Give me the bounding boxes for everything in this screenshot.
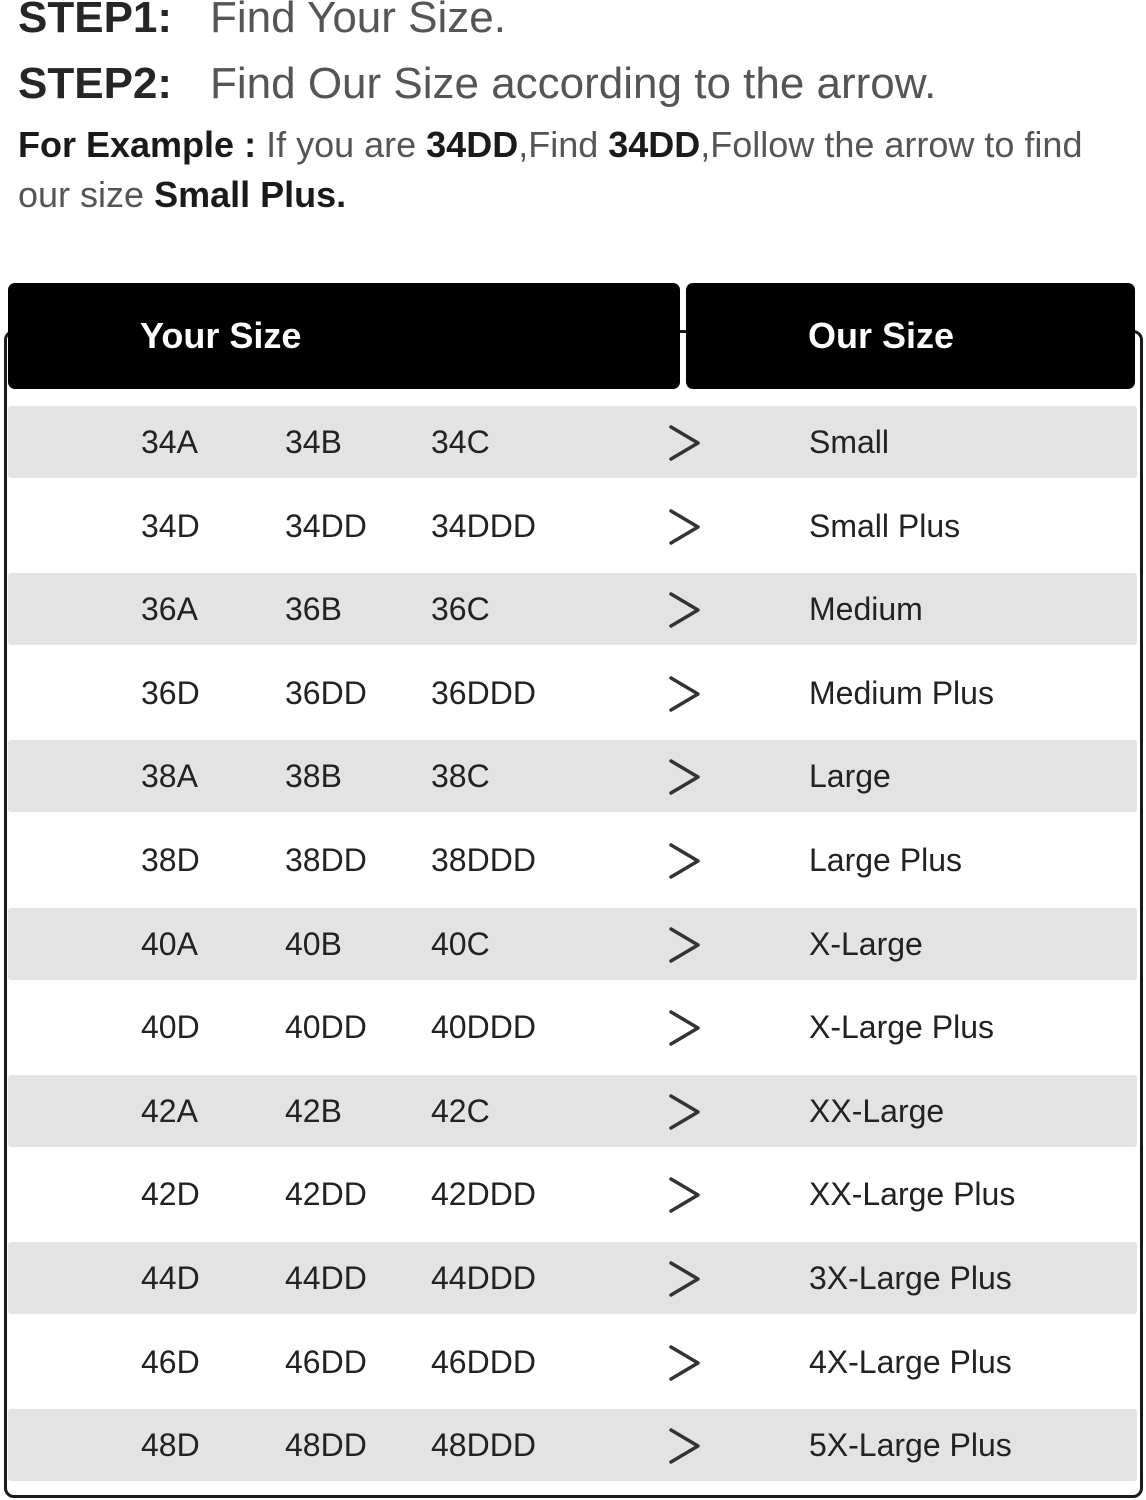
your-size-cell: 36C: [431, 591, 490, 627]
header-your-size: Your Size: [8, 283, 680, 389]
your-size-cell: 34B: [285, 424, 342, 460]
your-size-cell: 46D: [141, 1344, 200, 1380]
step2-text: Find Our Size according to the arrow.: [210, 59, 937, 108]
your-size-cell: 36D: [141, 675, 200, 711]
table-row: [8, 1409, 1137, 1481]
chevron-right-icon: [668, 490, 708, 562]
your-size-cell: 36A: [141, 591, 198, 627]
our-size-cell: Medium: [809, 591, 923, 627]
table-row: [8, 657, 1137, 729]
your-size-cell: 42C: [431, 1093, 490, 1129]
our-size-cell: 4X-Large Plus: [809, 1344, 1012, 1380]
your-size-cell: 40A: [141, 926, 198, 962]
table-row: [8, 991, 1137, 1063]
your-size-cell: 34A: [141, 424, 198, 460]
your-size-cell: 36B: [285, 591, 342, 627]
table-row: [8, 490, 1137, 562]
your-size-cell: 38D: [141, 842, 200, 878]
example-size: 34DD: [608, 124, 701, 165]
your-size-cell: 34D: [141, 508, 200, 544]
your-size-cell: 44DD: [285, 1260, 367, 1296]
step1-label: STEP1:: [18, 0, 173, 42]
your-size-cell: 40B: [285, 926, 342, 962]
your-size-cell: 38B: [285, 758, 342, 794]
your-size-cell: 38DDD: [431, 842, 536, 878]
your-size-cell: 40DDD: [431, 1009, 536, 1045]
your-size-cell: 40DD: [285, 1009, 367, 1045]
your-size-cell: 38C: [431, 758, 490, 794]
our-size-cell: X-Large Plus: [809, 1009, 994, 1045]
step1-line: [18, 0, 506, 40]
our-size-cell: Large: [809, 758, 891, 794]
chevron-right-icon: [668, 657, 708, 729]
your-size-cell: 38A: [141, 758, 198, 794]
step2-label: STEP2:: [18, 59, 173, 108]
your-size-cell: 40D: [141, 1009, 200, 1045]
table-row: [8, 1242, 1137, 1314]
your-size-cell: 46DD: [285, 1344, 367, 1380]
chevron-right-icon: [668, 406, 708, 478]
our-size-cell: X-Large: [809, 926, 923, 962]
chevron-right-icon: [668, 991, 708, 1063]
table-row: [8, 406, 1137, 478]
your-size-cell: 48DD: [285, 1427, 367, 1463]
our-size-cell: XX-Large Plus: [809, 1176, 1016, 1212]
chevron-right-icon: [668, 1409, 708, 1481]
chevron-right-icon: [668, 824, 708, 896]
chevron-right-icon: [668, 1242, 708, 1314]
table-row: [8, 1158, 1137, 1230]
chevron-right-icon: [668, 1158, 708, 1230]
your-size-cell: 42D: [141, 1176, 200, 1212]
table-row: [8, 1075, 1137, 1147]
our-size-cell: XX-Large: [809, 1093, 945, 1129]
table-row: [8, 740, 1137, 812]
your-size-cell: 48DDD: [431, 1427, 536, 1463]
your-size-cell: 34DDD: [431, 508, 536, 544]
header-our-size: Our Size: [686, 283, 1135, 389]
our-size-cell: Large Plus: [809, 842, 962, 878]
table-row: [8, 573, 1137, 645]
chevron-right-icon: [668, 740, 708, 812]
example-size: 34DD: [426, 124, 519, 165]
your-size-cell: 44DDD: [431, 1260, 536, 1296]
chevron-right-icon: [668, 908, 708, 980]
chevron-right-icon: [668, 573, 708, 645]
our-size-cell: 5X-Large Plus: [809, 1427, 1012, 1463]
your-size-cell: 42B: [285, 1093, 342, 1129]
example-lead: For Example :: [18, 124, 257, 165]
your-size-cell: 42DDD: [431, 1176, 536, 1212]
example-text: [18, 120, 1128, 220]
chevron-right-icon: [668, 1326, 708, 1398]
your-size-cell: 48D: [141, 1427, 200, 1463]
our-size-cell: Small: [809, 424, 890, 460]
your-size-cell: 46DDD: [431, 1344, 536, 1380]
your-size-cell: 34DD: [285, 508, 367, 544]
your-size-cell: 36DDD: [431, 675, 536, 711]
example-part: If you are: [256, 124, 427, 165]
step2-line: [18, 59, 937, 108]
step1-text: Find Your Size.: [210, 0, 506, 42]
your-size-cell: 40C: [431, 926, 490, 962]
your-size-cell: 36DD: [285, 675, 367, 711]
chevron-right-icon: [668, 1075, 708, 1147]
our-size-cell: Medium Plus: [809, 675, 994, 711]
example-part: ,Follow the arrow to find our size: [18, 124, 1083, 215]
our-size-cell: 3X-Large Plus: [809, 1260, 1012, 1296]
table-row: [8, 1326, 1137, 1398]
your-size-cell: 38DD: [285, 842, 367, 878]
table-row: [8, 824, 1137, 896]
example-result: Small Plus.: [154, 174, 347, 215]
your-size-cell: 42A: [141, 1093, 198, 1129]
table-row: [8, 908, 1137, 980]
our-size-cell: Small Plus: [809, 508, 961, 544]
your-size-cell: 34C: [431, 424, 490, 460]
your-size-cell: 44D: [141, 1260, 200, 1296]
example-part: ,Find: [518, 124, 609, 165]
your-size-cell: 42DD: [285, 1176, 367, 1212]
